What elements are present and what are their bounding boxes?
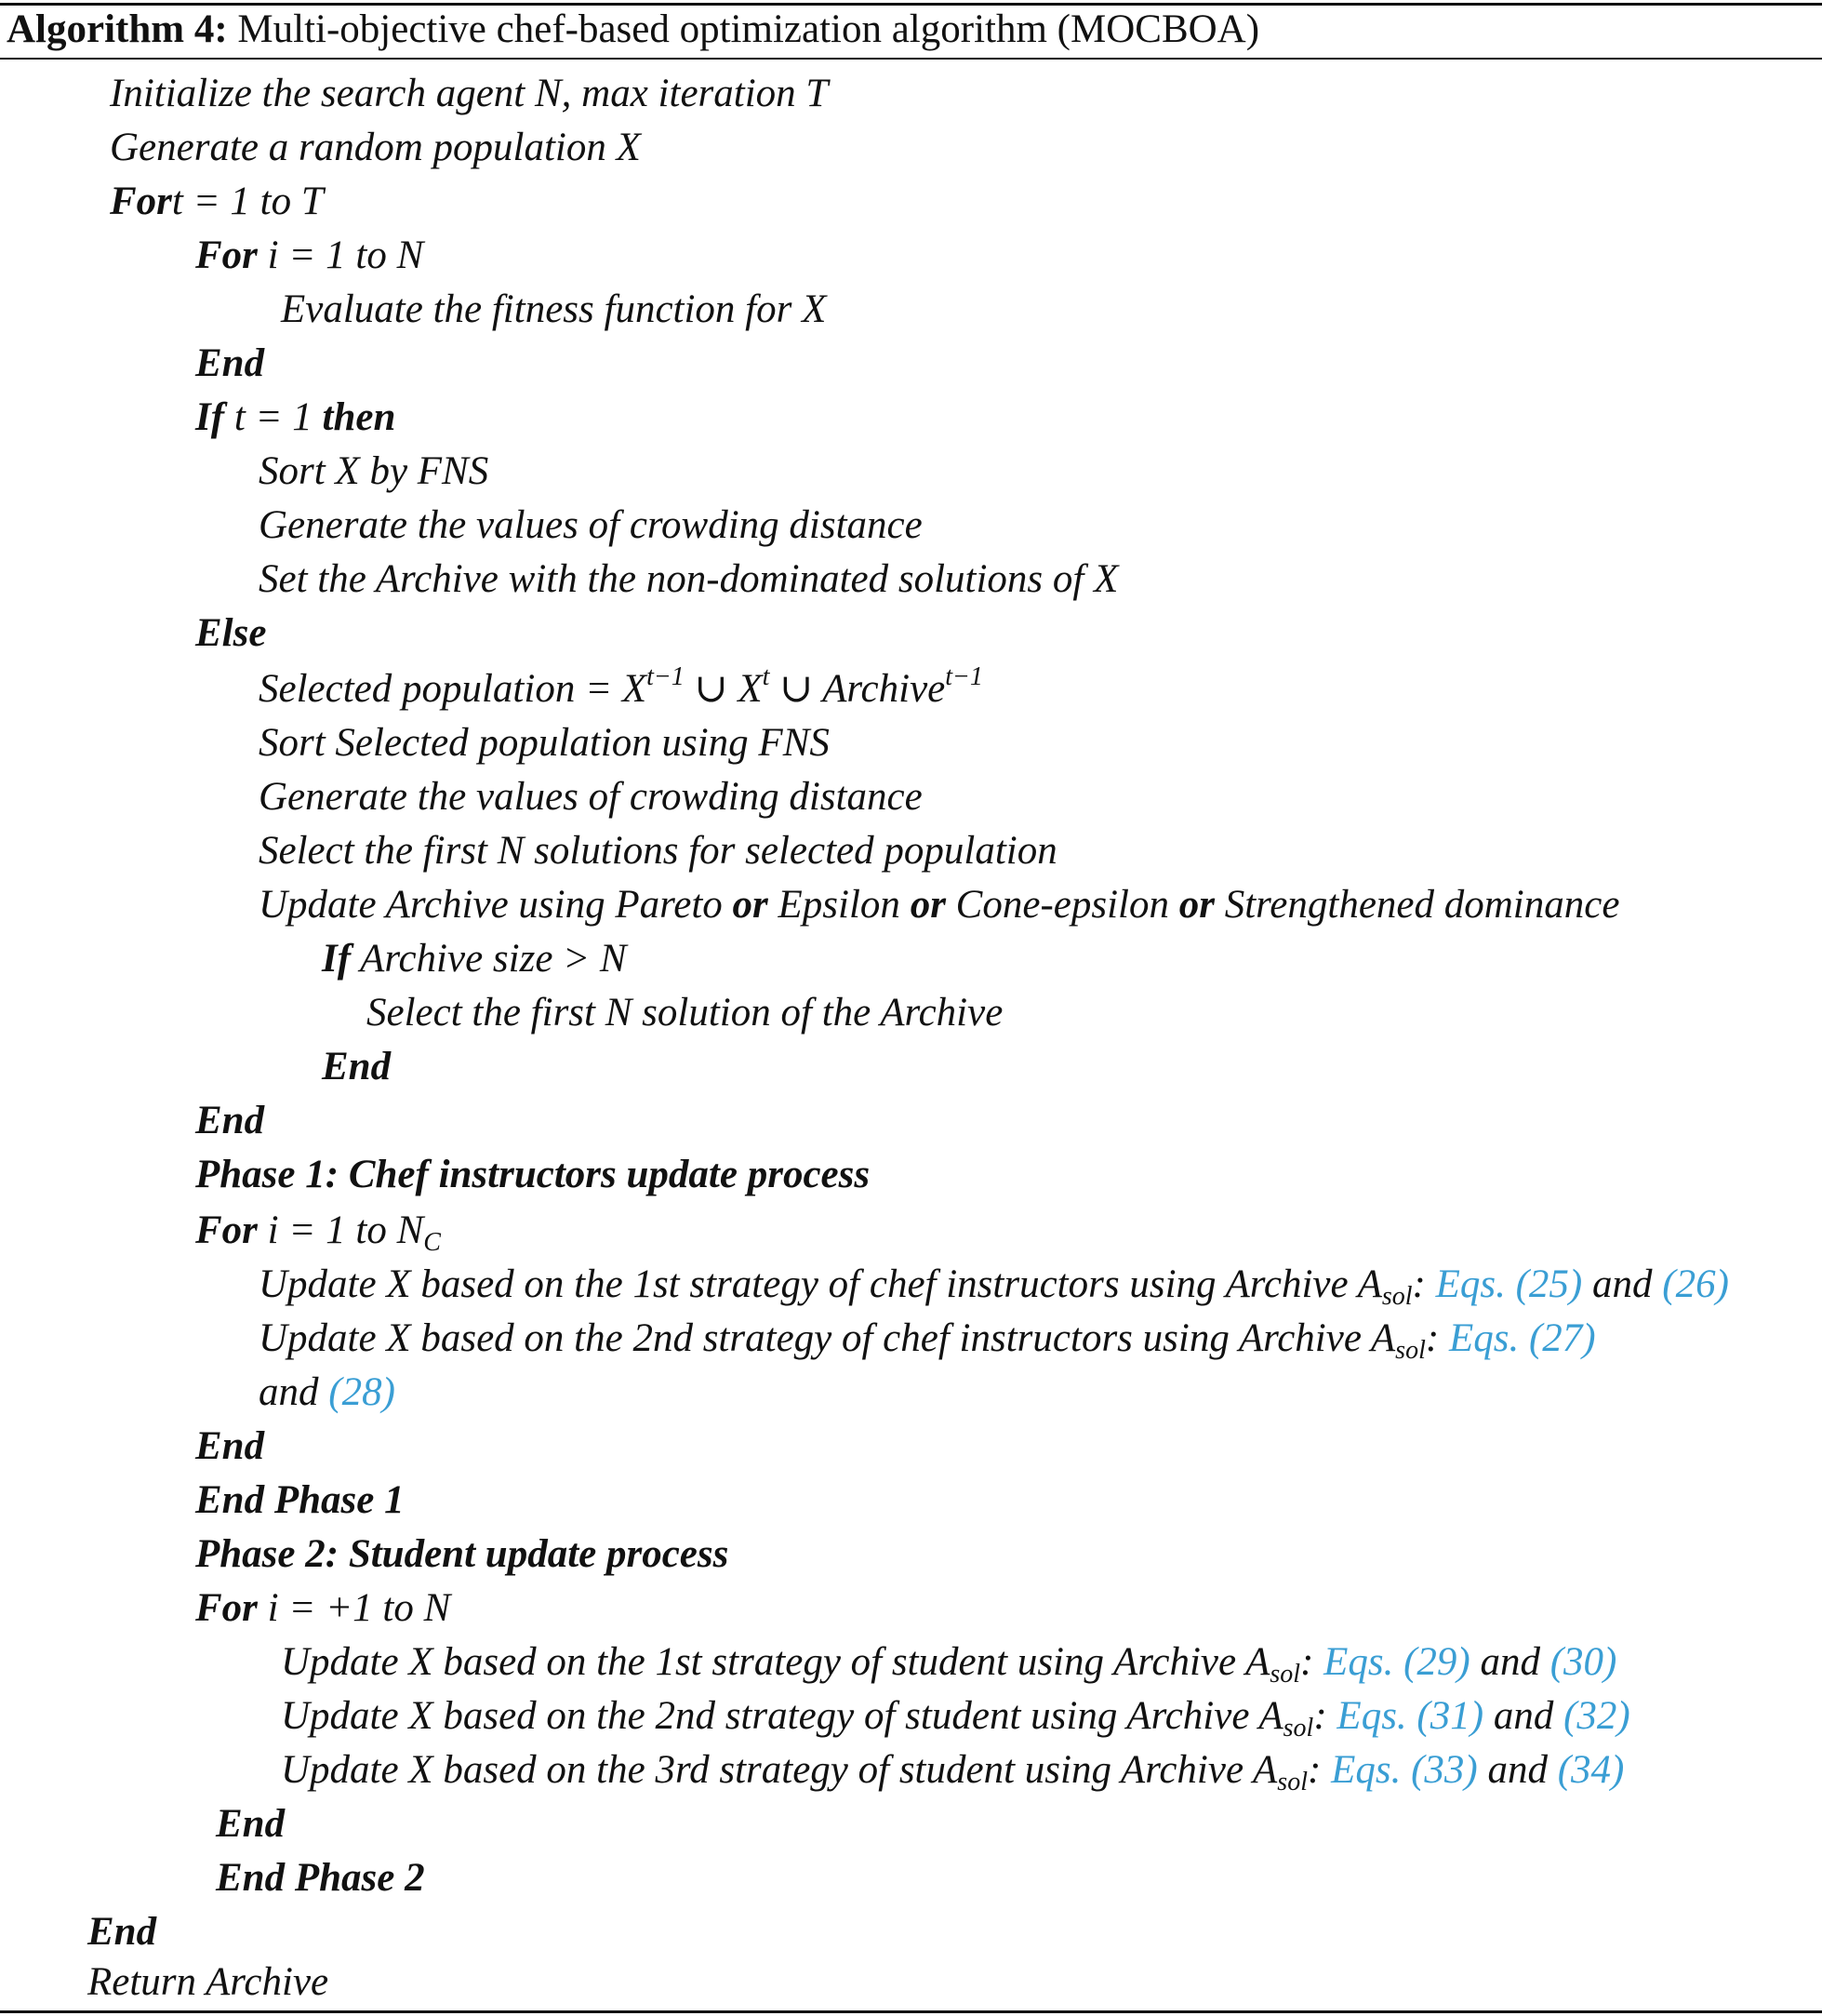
line-text: : bbox=[1425, 1316, 1440, 1360]
line-text: Select the first N solution of the Archive bbox=[366, 991, 1004, 1035]
algorithm-label: Algorithm 4: bbox=[7, 7, 228, 51]
line-text: Archive size > N bbox=[360, 937, 627, 981]
keyword-for: For bbox=[195, 1586, 258, 1630]
line-end-4 bbox=[195, 1420, 264, 1474]
keyword-or: or bbox=[910, 883, 946, 927]
keyword-for: For bbox=[110, 180, 172, 223]
line-if-t bbox=[195, 391, 395, 445]
keyword-for: For bbox=[195, 234, 258, 277]
subscript: C bbox=[423, 1228, 441, 1257]
keyword-if: If bbox=[195, 395, 225, 439]
line-text: Update X based on the 2nd strategy of chef instructors using Archive A bbox=[259, 1316, 1396, 1360]
phase-end: End Phase 2 bbox=[216, 1856, 425, 1900]
algorithm-title: Multi-objective chef-based optimization algorithm (MOCBOA) bbox=[237, 7, 1260, 51]
equation-link[interactable]: Eqs. (25) bbox=[1435, 1262, 1583, 1306]
keyword-end: End bbox=[322, 1045, 392, 1088]
line-text: Sort X by FNS bbox=[259, 449, 489, 493]
line-if-archive-size bbox=[322, 932, 627, 986]
line-text: Update X based on the 2nd strategy of student using Archive A bbox=[281, 1694, 1283, 1738]
line-end-6 bbox=[87, 1905, 156, 1959]
line-text: Generate a random population X bbox=[110, 126, 641, 169]
line-text: Evaluate the fitness function for X bbox=[281, 287, 827, 331]
line-text: Strengthened dominance bbox=[1224, 883, 1620, 927]
line-text: Generate the values of crowding distance bbox=[259, 775, 923, 819]
line-text: i = 1 to N bbox=[267, 1208, 424, 1252]
line-end-2 bbox=[322, 1040, 391, 1094]
line-for-t bbox=[110, 175, 324, 229]
line-evaluate bbox=[281, 283, 826, 337]
line-text: Select the first N solutions for selected population bbox=[259, 829, 1057, 873]
line-chef-strategy-2-cont bbox=[259, 1366, 395, 1420]
line-text: i = +1 to N bbox=[267, 1586, 451, 1630]
line-text: Sort Selected population using FNS bbox=[259, 721, 830, 765]
line-text: and bbox=[1592, 1262, 1653, 1306]
subscript: sol bbox=[1277, 1768, 1308, 1796]
line-end-1 bbox=[195, 337, 264, 391]
line-text: and bbox=[1487, 1748, 1548, 1792]
line-text: t = 1 bbox=[233, 395, 313, 439]
phase-heading: Phase 2: Student update process bbox=[195, 1532, 729, 1576]
line-text: : bbox=[1313, 1694, 1327, 1738]
line-for-i bbox=[195, 229, 423, 283]
phase-end: End Phase 1 bbox=[195, 1478, 405, 1522]
line-sort-selected bbox=[259, 716, 830, 770]
line-text: and bbox=[1493, 1694, 1554, 1738]
line-text: Initialize the search agent N, max iteration T bbox=[110, 72, 829, 115]
subscript: sol bbox=[1270, 1660, 1301, 1689]
line-text: Set the Archive with the non-dominated solutions of X bbox=[259, 557, 1119, 601]
equation-link[interactable]: (28) bbox=[328, 1370, 395, 1414]
line-text: Selected population = X bbox=[259, 667, 647, 711]
line-text: Cone-epsilon bbox=[955, 883, 1169, 927]
line-initialize bbox=[110, 67, 828, 121]
line-student-strategy-1 bbox=[281, 1635, 1616, 1689]
algorithm-caption bbox=[7, 5, 1259, 55]
superscript: t bbox=[762, 662, 770, 691]
line-for-i-nc bbox=[195, 1204, 441, 1258]
line-generate-population bbox=[110, 121, 641, 175]
line-for-i-student bbox=[195, 1582, 450, 1635]
line-crowding-2 bbox=[259, 770, 923, 824]
line-text: t = 1 to T bbox=[171, 180, 324, 223]
keyword-or: or bbox=[1178, 883, 1215, 927]
line-text: : bbox=[1300, 1640, 1314, 1684]
subscript: sol bbox=[1381, 1282, 1413, 1311]
keyword-end: End bbox=[195, 1424, 265, 1468]
line-sort-fns bbox=[259, 445, 488, 499]
equation-link[interactable]: Eqs. (31) bbox=[1337, 1694, 1484, 1738]
caption-rule bbox=[0, 58, 1822, 60]
line-text: Generate the values of crowding distance bbox=[259, 503, 923, 547]
line-text: Update X based on the 1st strategy of student using Archive A bbox=[281, 1640, 1270, 1684]
phase-heading: Phase 1: Chef instructors update process bbox=[195, 1153, 871, 1196]
equation-link[interactable]: Eqs. (27) bbox=[1448, 1316, 1596, 1360]
keyword-end: End bbox=[87, 1910, 157, 1954]
line-student-strategy-2 bbox=[281, 1689, 1630, 1743]
subscript: sol bbox=[1283, 1714, 1314, 1742]
line-else bbox=[195, 607, 266, 661]
line-end-phase-1 bbox=[195, 1474, 405, 1528]
line-student-strategy-3 bbox=[281, 1743, 1624, 1797]
keyword-for: For bbox=[195, 1208, 258, 1252]
keyword-if: If bbox=[322, 937, 352, 981]
keyword-end: End bbox=[216, 1802, 286, 1846]
equation-link[interactable]: (34) bbox=[1557, 1748, 1625, 1792]
line-text: ∪ X bbox=[694, 667, 763, 711]
equation-link[interactable]: Eqs. (33) bbox=[1331, 1748, 1478, 1792]
line-text: : bbox=[1307, 1748, 1322, 1792]
line-text: : bbox=[1412, 1262, 1426, 1306]
line-phase-1-heading bbox=[195, 1148, 870, 1202]
keyword-or: or bbox=[732, 883, 768, 927]
equation-link[interactable]: (32) bbox=[1563, 1694, 1630, 1738]
line-chef-strategy-2 bbox=[259, 1312, 1596, 1366]
line-text: i = 1 to N bbox=[267, 234, 424, 277]
line-text: ∪ Archive bbox=[779, 667, 946, 711]
equation-link[interactable]: (26) bbox=[1662, 1262, 1729, 1306]
superscript: t−1 bbox=[945, 662, 983, 691]
keyword-else: Else bbox=[195, 611, 267, 655]
line-crowding-1 bbox=[259, 499, 923, 553]
line-end-phase-2 bbox=[216, 1851, 425, 1905]
line-select-first-archive bbox=[366, 986, 1003, 1040]
line-text: Update X based on the 1st strategy of chef instructors using Archive A bbox=[259, 1262, 1382, 1306]
line-end-3 bbox=[195, 1094, 264, 1148]
keyword-end: End bbox=[195, 1099, 265, 1142]
equation-link[interactable]: Eqs. (29) bbox=[1323, 1640, 1470, 1684]
equation-link[interactable]: (30) bbox=[1549, 1640, 1617, 1684]
line-text: Epsilon bbox=[778, 883, 900, 927]
line-return-archive bbox=[87, 1956, 328, 2009]
keyword-then: then bbox=[322, 395, 396, 439]
line-text: and bbox=[259, 1370, 319, 1414]
line-text: Update Archive using Pareto bbox=[259, 883, 723, 927]
superscript: t−1 bbox=[646, 662, 685, 691]
line-chef-strategy-1 bbox=[259, 1258, 1729, 1312]
line-text: Return Archive bbox=[87, 1960, 329, 2004]
line-set-archive bbox=[259, 553, 1118, 607]
subscript: sol bbox=[1395, 1336, 1426, 1365]
bottom-rule bbox=[0, 2010, 1822, 2013]
line-text: and bbox=[1480, 1640, 1540, 1684]
line-selected-population bbox=[259, 662, 983, 716]
keyword-end: End bbox=[195, 341, 265, 385]
line-select-first-n bbox=[259, 824, 1057, 878]
line-update-archive bbox=[259, 878, 1619, 932]
line-text: Update X based on the 3rd strategy of student using Archive A bbox=[281, 1748, 1278, 1792]
line-end-5 bbox=[216, 1797, 285, 1851]
line-phase-2-heading bbox=[195, 1528, 728, 1582]
